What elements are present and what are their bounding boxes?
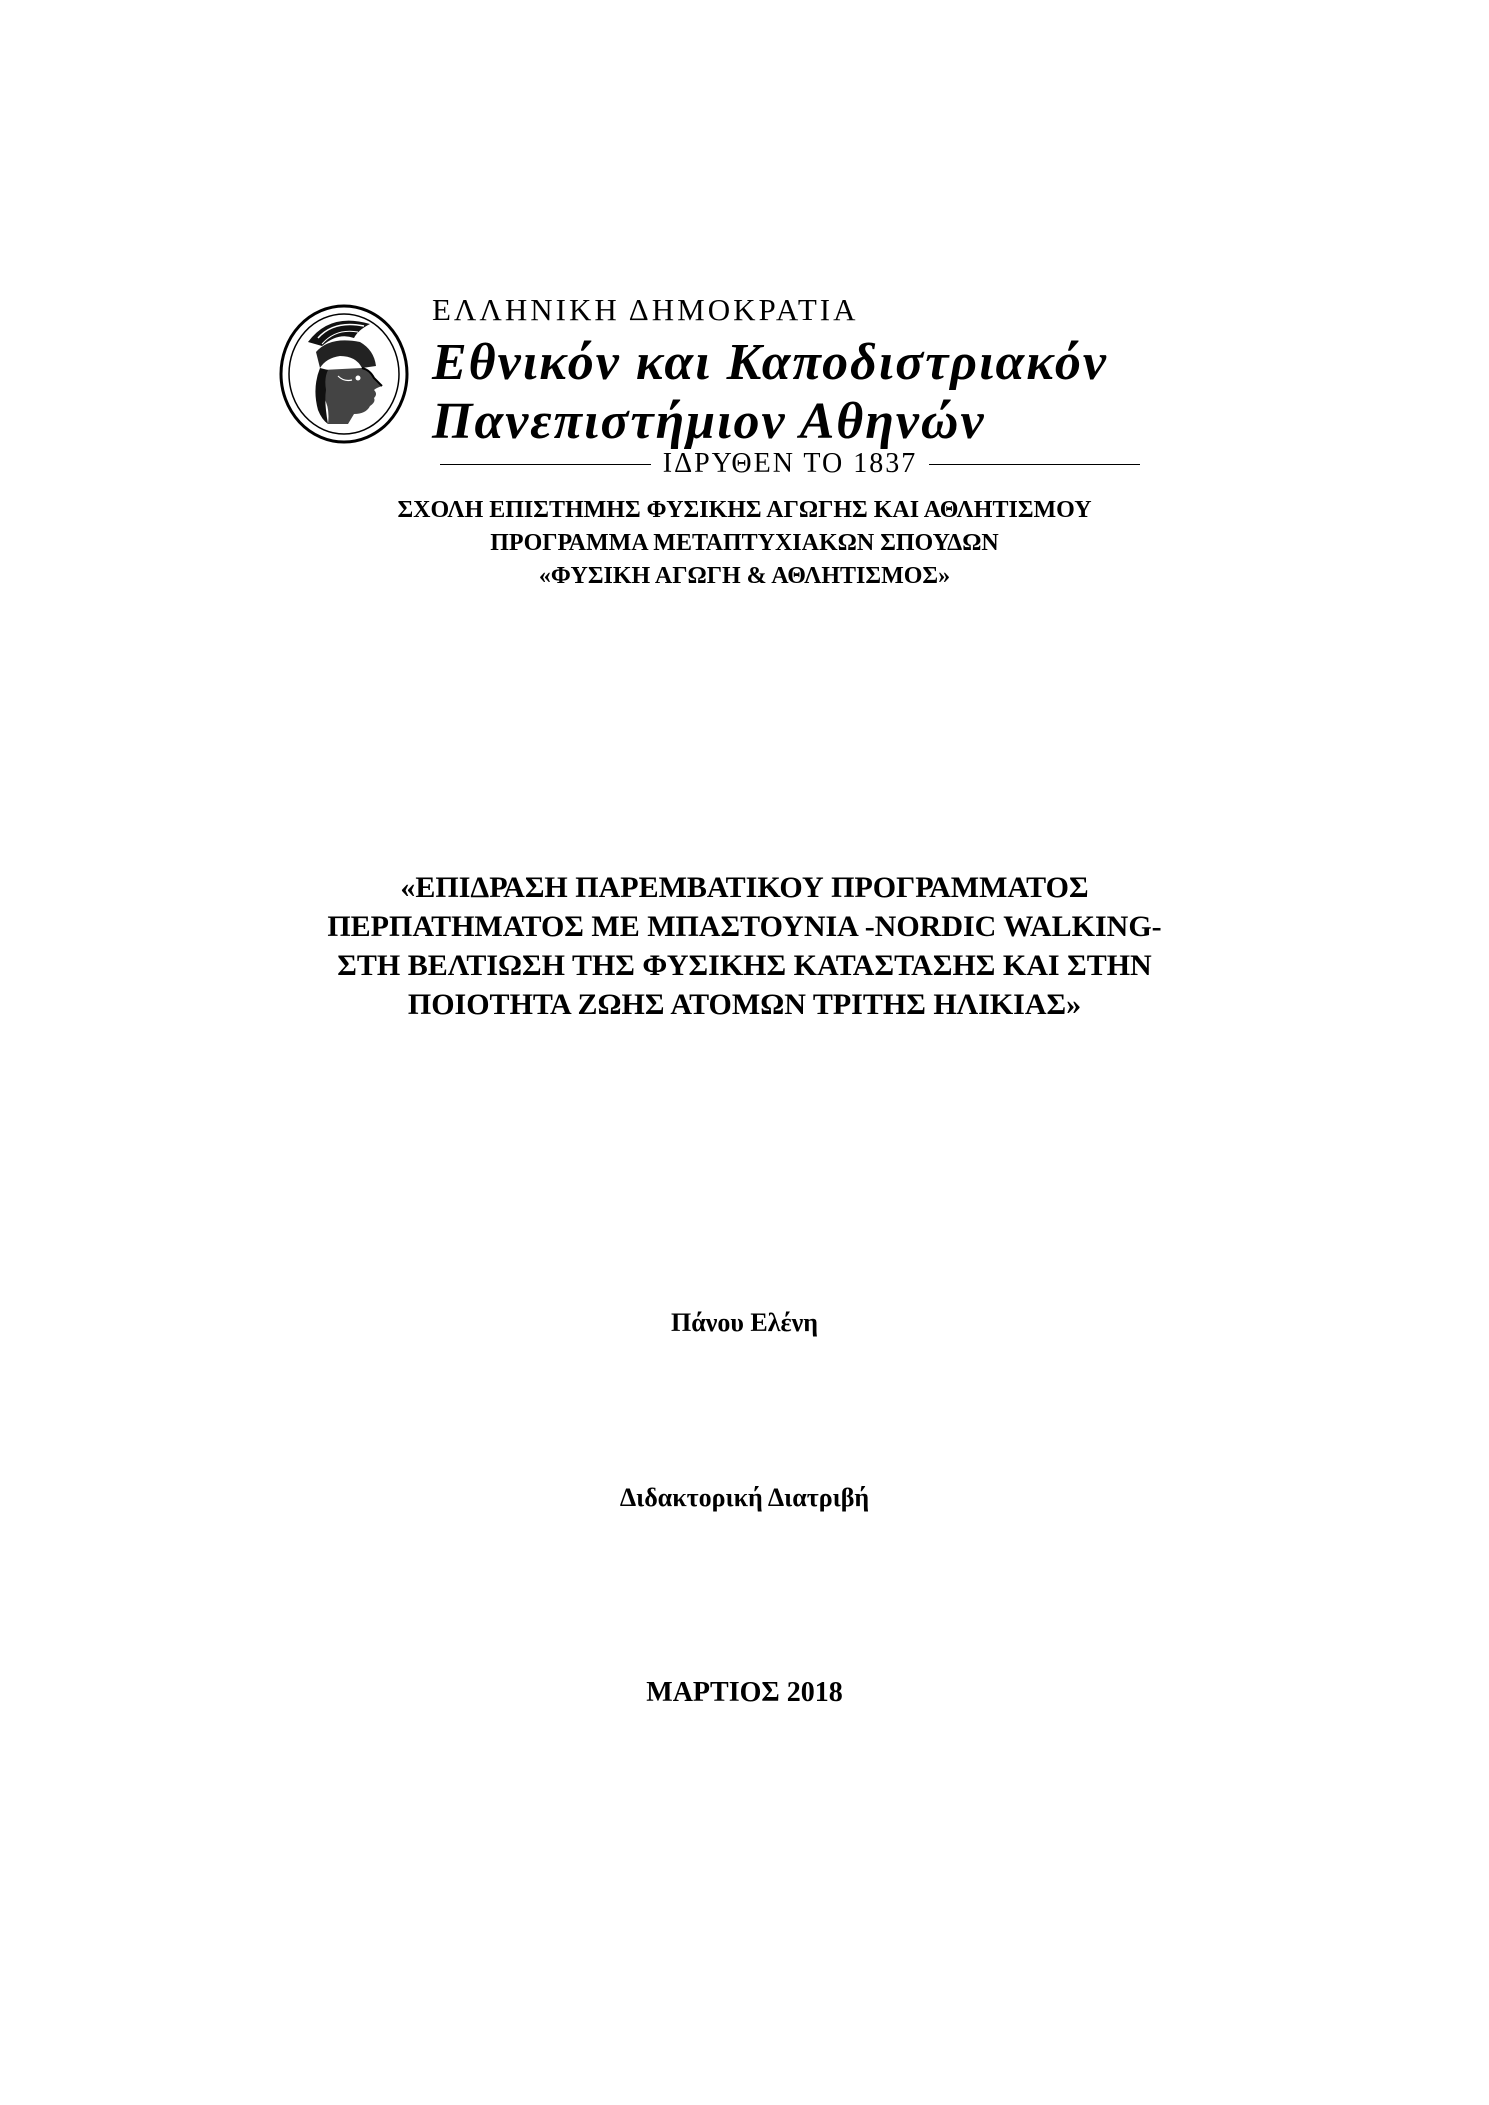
thesis-title-line: ΣΤΗ ΒΕΛΤΙΩΣΗ ΤΗΣ ΦΥΣΙΚΗΣ ΚΑΤΑΣΤΑΣΗΣ ΚΑΙ ΣΤΗΝ xyxy=(337,949,1152,982)
university-name-line2: Πανεπιστήμιον Αθηνών xyxy=(432,393,986,450)
founded-text: ΙΔΡΥΘΕΝ ΤΟ 1837 xyxy=(662,448,918,479)
document-type: Διδακτορική Διατριβή xyxy=(619,1483,870,1512)
founded-line xyxy=(440,446,1140,482)
school-block xyxy=(0,494,1489,593)
publication-date: ΜΑΡΤΙΟΣ 2018 xyxy=(646,1677,843,1708)
divider xyxy=(929,464,1140,465)
program-subtitle: «ΦΥΣΙΚΗ ΑΓΩΓΗ & ΑΘΛΗΤΙΣΜΟΣ» xyxy=(538,563,951,589)
thesis-title-line: «ΕΠΙΔΡΑΣΗ ΠΑΡΕΜΒΑΤΙΚΟΥ ΠΡΟΓΡΑΜΜΑΤΟΣ xyxy=(400,871,1089,904)
thesis-title xyxy=(0,868,1489,1024)
thesis-title-line: ΠΟΙΟΤΗΤΑ ΖΩΗΣ ΑΤΟΜΩΝ ΤΡΙΤΗΣ ΗΛΙΚΙΑΣ» xyxy=(407,988,1082,1021)
school-name: ΣΧΟΛΗ ΕΠΙΣΤΗΜΗΣ ΦΥΣΙΚΗΣ ΑΓΩΓΗΣ ΚΑΙ ΑΘΛΗΤΙΣΜΟΥ xyxy=(397,497,1092,523)
thesis-title-line: ΠΕΡΠΑΤΗΜΑΤΟΣ ΜΕ ΜΠΑΣΤΟΥΝΙΑ -NORDIC WALKING- xyxy=(327,910,1162,943)
program-name: ΠΡΟΓΡΑΜΜΑ ΜΕΤΑΠΤΥΧΙΑΚΩΝ ΣΠΟΥΔΩΝ xyxy=(490,530,999,556)
divider xyxy=(440,464,651,465)
author-name: Πάνου Ελένη xyxy=(671,1308,818,1337)
republic-heading: ΕΛΛΗΝΙΚΗ ΔΗΜΟΚΡΑΤΙΑ xyxy=(432,292,859,327)
university-name-line1: Εθνικόν και Καποδιστριακόν xyxy=(432,334,1108,391)
university-emblem-icon xyxy=(278,302,410,444)
